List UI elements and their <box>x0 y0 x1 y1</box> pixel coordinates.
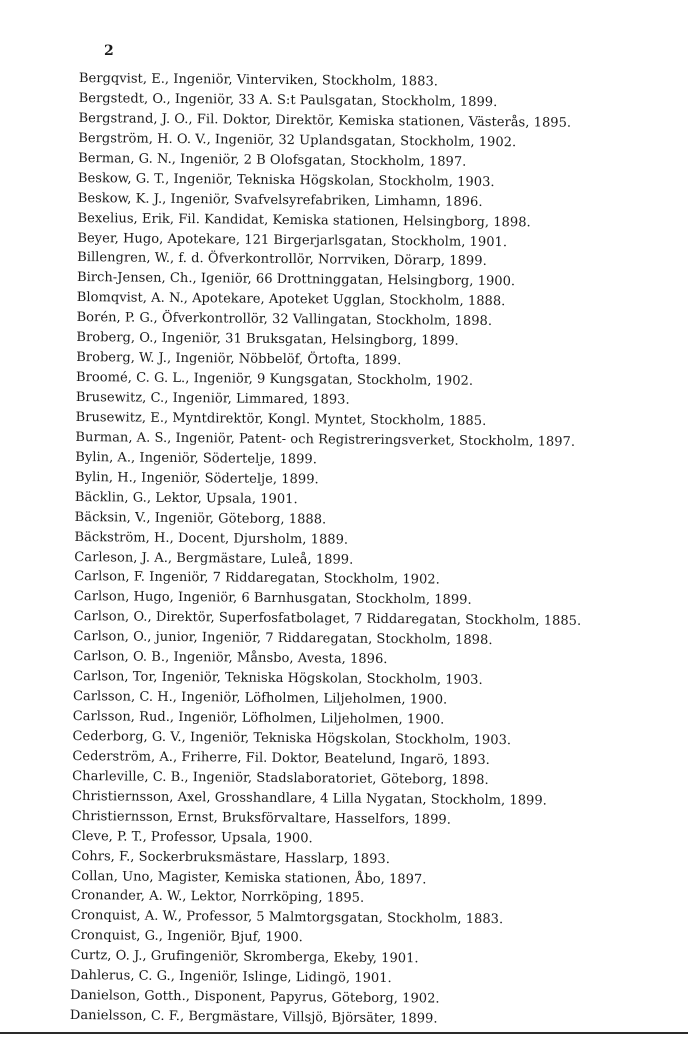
list-entry: Bergstrand, J. O., Fil. Doktor, Direktör, Kemiska stationen, Västerås, 1895. <box>78 110 572 131</box>
list-entry: Carlson, Tor, Ingeniör, Tekniska Högskolan, Stockholm, 1903. <box>73 669 483 689</box>
list-entry: Carlson, Hugo, Ingeniör, 6 Barnhusgatan, Stockholm, 1899. <box>73 589 472 609</box>
list-entry: Cederström, A., Friherre, Fil. Doktor, Beatelund, Ingarö, 1893. <box>72 748 490 768</box>
list-entry: Carleson, J. A., Bergmästare, Luleå, 1899. <box>74 549 354 568</box>
list-entry: Cleve, P. T., Professor, Upsala, 1900. <box>71 828 313 846</box>
list-entry: Borén, P. G., Öfverkontrollör, 32 Vallingatan, Stockholm, 1898. <box>76 310 493 330</box>
list-entry: Curtz, O. J., Grufingeniör, Skromberga, Ekeby, 1901. <box>70 948 419 967</box>
list-entry: Broberg, O., Ingeniör, 31 Bruksgatan, Helsingborg, 1899. <box>76 330 459 349</box>
list-entry: Broomé, C. G. L., Ingeniör, 9 Kungsgatan, Stockholm, 1902. <box>75 370 474 389</box>
list-entry: Cronquist, A. W., Professor, 5 Malmtorgsgatan, Stockholm, 1883. <box>70 908 504 928</box>
list-entry: Broberg, W. J., Ingeniör, Nöbbelöf, Örtofta, 1899. <box>76 350 402 369</box>
list-entry: Danielsson, C. F., Bergmästare, Villsjö, Björsäter, 1899. <box>69 1008 438 1027</box>
list-entry: Brusewitz, E., Myntdirektör, Kongl. Myntet, Stockholm, 1885. <box>75 409 487 429</box>
list-entry: Bergqvist, E., Ingeniör, Vinterviken, Stockholm, 1883. <box>78 70 439 90</box>
list-entry: Birch-Jensen, Ch., Igeniör, 66 Drottninggatan, Helsingborg, 1900. <box>76 270 516 290</box>
list-entry: Cederborg, G. V., Ingeniör, Tekniska Högskolan, Stockholm, 1903. <box>72 728 512 749</box>
list-entry: Carlson, O., Direktör, Superfosfatbolaget, 7 Riddaregatan, Stockholm, 1885. <box>73 609 582 630</box>
list-entry: Cohrs, F., Sockerbruksmästare, Hasslarp, 1893. <box>71 848 391 867</box>
list-entry: Bäcksin, V., Ingeniör, Göteborg, 1888. <box>74 509 327 528</box>
list-entry: Carlsson, C. H., Ingeniör, Löfholmen, Liljeholmen, 1900. <box>72 689 448 708</box>
list-entry: Burman, A. S., Ingeniör, Patent- och Registreringsverket, Stockholm, 1897. <box>75 429 576 450</box>
list-entry: Bexelius, Erik, Fil. Kandidat, Kemiska stationen, Helsingborg, 1898. <box>77 210 531 230</box>
list-entry: Dahlerus, C. G., Ingeniör, Islinge, Lidingö, 1901. <box>70 968 392 987</box>
list-entry: Cronquist, G., Ingeniör, Bjuf, 1900. <box>70 928 303 946</box>
list-entry: Beyer, Hugo, Apotekare, 121 Birgerjarlsgatan, Stockholm, 1901. <box>77 230 508 250</box>
list-entry: Carlsson, Rud., Ingeniör, Löfholmen, Liljeholmen, 1900. <box>72 708 445 728</box>
member-list <box>70 69 587 1031</box>
list-entry: Blomqvist, A. N., Apotekare, Apoteket Ugglan, Stockholm, 1888. <box>76 290 506 310</box>
list-entry: Carlson, O. B., Ingeniör, Månsbo, Avesta, 1896. <box>73 649 388 668</box>
list-entry: Beskow, G. T., Ingeniör, Tekniska Högskolan, Stockholm, 1903. <box>77 170 495 190</box>
list-entry: Beskow, K. J., Ingeniör, Svafvelsyrefabriken, Limhamn, 1896. <box>77 190 483 210</box>
list-entry: Christiernsson, Ernst, Bruksförvaltare, Hasselfors, 1899. <box>71 808 452 828</box>
list-entry: Bylin, A., Ingeniör, Södertelje, 1899. <box>75 449 318 468</box>
list-entry: Billengren, W., f. d. Öfverkontrollör, Norrviken, Dörarp, 1899. <box>77 250 487 270</box>
page-number: 2 <box>104 43 114 59</box>
list-entry: Bäcklin, G., Lektor, Upsala, 1901. <box>74 489 298 507</box>
list-entry: Christiernsson, Axel, Grosshandlare, 4 Lilla Nygatan, Stockholm, 1899. <box>71 788 547 809</box>
list-entry: Brusewitz, C., Ingeniör, Limmared, 1893. <box>75 389 350 408</box>
list-entry: Charleville, C. B., Ingeniör, Stadslaboratoriet, Göteborg, 1898. <box>72 768 489 788</box>
list-entry: Danielson, Gotth., Disponent, Papyrus, Göteborg, 1902. <box>70 988 440 1007</box>
list-entry: Bylin, H., Ingeniör, Södertelje, 1899. <box>75 469 319 488</box>
list-entry: Carlson, O., junior, Ingeniör, 7 Riddaregatan, Stockholm, 1898. <box>73 629 493 649</box>
bottom-rule <box>0 1032 688 1034</box>
list-entry: Bergstedt, O., Ingeniör, 33 A. S:t Paulsgatan, Stockholm, 1899. <box>78 90 498 110</box>
list-entry: Carlson, F. Ingeniör, 7 Riddaregatan, Stockholm, 1902. <box>74 569 440 588</box>
list-entry: Collan, Uno, Magister, Kemiska stationen, Åbo, 1897. <box>71 868 427 887</box>
list-entry: Bergström, H. O. V., Ingeniör, 32 Uplandsgatan, Stockholm, 1902. <box>78 130 517 151</box>
list-entry: Bäckström, H., Docent, Djursholm, 1889. <box>74 529 349 548</box>
list-entry: Berman, G. N., Ingeniör, 2 B Olofsgatan, Stockholm, 1897. <box>78 150 467 170</box>
list-entry: Cronander, A. W., Lektor, Norrköping, 1895. <box>70 888 365 907</box>
